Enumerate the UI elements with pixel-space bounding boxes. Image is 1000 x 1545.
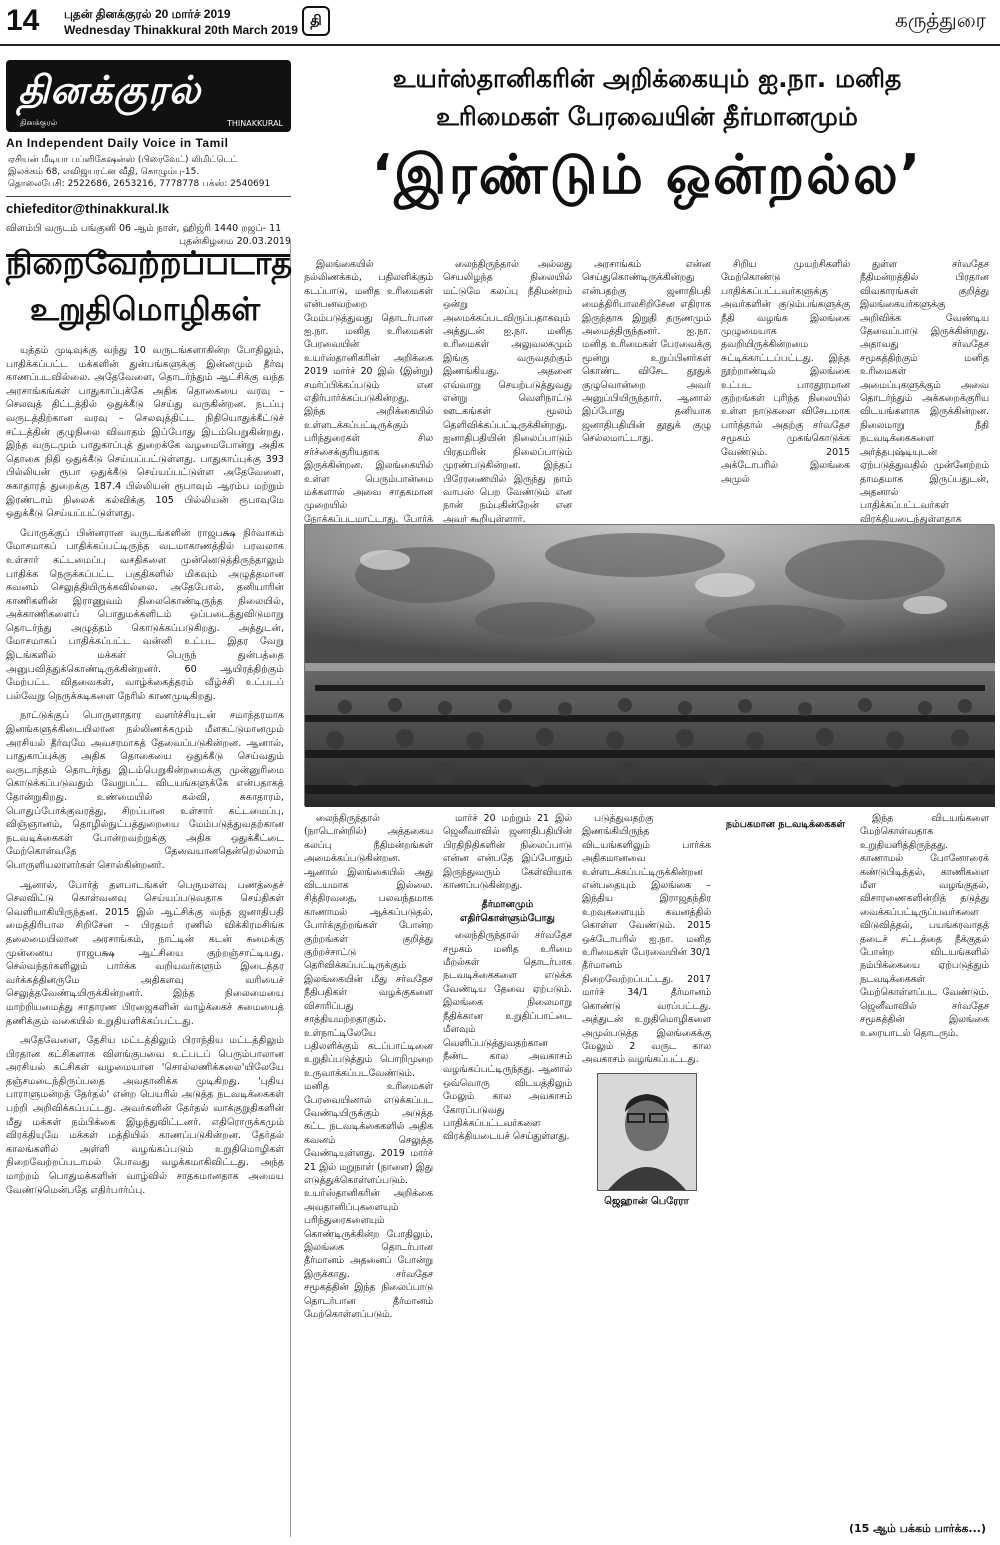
article-columns-top bbox=[304, 258, 994, 525]
editorial-paragraph: அதேவேளை, தேசிய மட்டத்திலும் பிராந்திய மட்டத்திலும் பிரதான கட்சிகளாக விளங்குபவை உட்படப் பெரும்பாலான அரசியல் கட்சிகள் வழமையான 'சொல்லணிக்கலை'யிலேயே தஞ்சமடைந்திருப்பதை அவதானிக்க முடிகிறது. 'புதிய பாராளுமன்றத் தேர்தல்' என்ற பெயரில் அடுத்த நடவடிக்கைகள் பற்றி அறிவிக்கப்பட்டது. அவர்களின் தேர்தல் வாக்குறுதிகளின் மீது மக்கள் நம்பிக்கை இழந்துவிட்டனர். எதிரொருக்கமும் விரக்தியுமே மக்கள் மத்தியில் காணப்படுகின்றன. தேர்தல் காலங்களில் அள்ளி வழங்கப்படும் உறுதிமொழிகள் நிறைவேற்றப்படாமல் போவது வழக்கமாகிவிட்டது. அந்த மாற்றம் பொதுமக்களின் வாழ்வில் சாதகமானதாக அமைய வேண்டுமென்பதே எதிர்பார்ப்பு. bbox=[6, 1035, 284, 1196]
article-paragraph: லைந்திருந்தால் அல்லது செயலிழந்த நிலையில் மட்டுமே கலப்பு நீதிமன்றம் ஒன்று அமைக்கப்படவிருப்பதாகவும் அத்துடன் ஐ.நா. மனித உரிமைகள் அலுவலகமும் இங்கு வருவதற்கும் இணங்கியது. அதனை எவ்வாறு செயற்படுத்துவது என்று வெளிநாட்டு ஊடகங்கள் மூலம் தெளிவிக்கப்பட்டிருக்கின்றது. ஐனாதிபதியின் நிலைப்பாடும் பிரதமரின் நிலைப்பாடும் முரண்படுகின்றன. இந்தப் பிரேரணையில் இருந்து நாம் வாபஸ் பெற வேண்டும் என நான் நம்புகின்றேன் என அவர் கூறியுள்ளார். bbox=[443, 259, 572, 525]
article-column bbox=[443, 258, 572, 525]
article-columns-bottom bbox=[304, 812, 994, 1537]
article-paragraph: லைந்திருந்தால் சர்வதேச சமூகம் மனித உரிமை மீறல்கள் தொடர்பாக நடவடிக்கைகளை எடுக்க வேண்டிய தேவை ஏற்படும். இலங்கை நிலைமாறு நீதிக்கான உறுதிப்பாட்டை மீளவும் வெளிப்படுத்துவதற்கான நீண்ட கால அவகாசம் வழங்கப்பட்டிருந்தது. ஆனால் ஒவ்வொரு விடயத்திலும் மேலும் கால அவகாசம் கோரப்படுவது பாதிக்கப்பட்டவர்களை விரக்தியடையச் செய்துள்ளது. bbox=[443, 930, 572, 1143]
editorial bbox=[6, 240, 291, 1537]
editorial-title-line: உறுதிமொழிகள் bbox=[29, 290, 261, 328]
subhead-line: எதிர்கொள்ளும்போது bbox=[459, 912, 555, 924]
date-tamil: புதன் தினக்குரல் 20 மார்ச் 2019 bbox=[64, 7, 231, 21]
author-block bbox=[582, 1073, 711, 1208]
date-block bbox=[64, 6, 298, 38]
logo-text: தினக்குரல் bbox=[18, 68, 202, 112]
article-column bbox=[582, 812, 711, 1537]
article-column bbox=[860, 812, 989, 1537]
un-council-photo bbox=[304, 524, 994, 806]
article-column bbox=[860, 258, 989, 525]
calendar-line: புதன்கிழமை 20.03.2019 bbox=[179, 236, 291, 247]
article-paragraph: படுத்துவதற்கு இணங்கியிருந்த விடயங்களிலும் பார்க்க அதிகமானவை உள்ளடக்கப்பட்டிருக்கின்றன என்பதையும் இலங்கை – இந்திய இராஜதந்திர உறவுகளையும் கவனத்தில் கொள்ள வேண்டும். 2015 ஒக்டோபரில் ஐ.நா. மனித உரிமைகள் பேரவையின் 30/1 தீர்மானம் நிறைவேற்றப்பட்டது. 2017 மார்ச் 34/1 தீர்மானம் கொண்டு வரப்பட்டது. அத்துடன் உறுதிமொழிகளை அமுல்படுத்த இலங்கைக்கு மேலும் 2 வருட கால அவகாசம் வழங்கப்பட்டது. bbox=[582, 813, 711, 1066]
article-paragraph: இந்த விடயங்களை மேற்கொள்வதாக உறுதியளித்திருந்தது. காணாமல் போனோரைக் கண்டுபிடித்தல், காணிகளை மீள வழங்குதல், விசாரணைகளின்றித் தடுத்து வைக்கப்பட்டிருப்பவர்களை விடுவித்தல், பயங்கரவாதத் தடைச் சட்டத்தை நீக்குதல் போன்ற விடயங்களில் நம்பிக்கையை ஏற்படுத்தும் நடவடிக்கைகள் மேற்கொள்ளப்பட வேண்டும். ஜெனீவாவில் சர்வதேச சமூகத்தின் இலங்கை உரையாடல் தொடரும். bbox=[860, 813, 989, 1039]
editorial-paragraph: ஆனால், போர்த் தளபாடங்கள் பெருமளவு பணத்தைச் செலவிட்டு கொள்வனவு செய்யப்படுவதாக செய்திகள் வெளியாகியிருந்தன. 2015 இல் ஆட்சிக்கு வந்த ஜனாதிபதி மைத்திரிபால சிறிசேன – பிரதமர் ரணில் விக்கிரமசிங்க தலைமையிலான அரசாங்கம், நாட்டின் கடன் சுமைக்கு முன்னைய ராஜபக்ஷ ஆட்சியை குற்றஞ்சாட்டியது. செல்வந்தர்களிலும் பார்க்க வறியவர்களும் இடைத்தர வர்க்கத்தினருமே அதிகளவு வரியைச் செலுத்தவேண்டியிருக்கின்றனர். இந்த நிலைமையை மாற்றியமைத்து சாதாரண பிரஜைகளின் வாழ்க்கைச் சுமையைத் தணிக்கும் வகையில் உறுதியளிக்கப்பட்டது. bbox=[6, 879, 284, 1027]
logo-english-text: THINAKKURAL bbox=[226, 119, 283, 128]
article-paragraph: அரசாங்கம் என்ன செய்துகொண்டிருக்கின்றது என்பதற்கு ஜனாதிபதி மைத்திரிபாலசிறிசேன எதிராக இருந்தாக இறுதி தருணமும் அமைத்திருந்தனர். ஐ.நா. மனித உரிமைகள் பேரவைக்கு மூன்று உறுப்பினர்கள் கொண்ட விசேட தூதுக் குழுவொன்றை அவர் அனுப்பியிருந்தார். ஆனால் இப்போது தனியாக ஜனாதிபதியின் தூதுக் குழு செல்லமாட்டாது. bbox=[582, 259, 711, 445]
assembly-hall-image bbox=[305, 525, 995, 807]
editorial-paragraph: போருக்குப் பின்னரான வருடங்களின் ராஜபக்ஷ நிர்வாகம் மோசமாகப் பாதிக்கப்பட்டிருந்த வடமாகாணத்தில் பரவலாக உள்சார் கட்டமைப்பு வசதிகளை முன்னெடுத்திருந்தாலும் பாதிக்க நெருக்கப்பட்ட பகுதிகளில் மிகவும் அழுத்தமான கவனம் செலுத்தியிருக்கவில்லை. அதேபோல், தனியாரின் காணிகளின் இராணுவம் நிலைகொண்டிருந்த நிலையில், அக்காணிகளைப் பொதுமக்களிடம் ஒப்படைத்துவிடுமாறு தொடர்ந்து அழுத்தம் கொடுக்கப்படுகிறது. அத்துடன், மோசமாகப் பாதிக்கப்பட்ட வன்னி உட்பட இதர வேறு இடங்களில் மக்கள் பெருந் துன்பத்தை அனுபவித்துக்கொண்டிருக்கின்றனர். 60 ஆயிரத்திற்கும் மேற்பட்ட விதவைகள், வாழ்க்கைத்தரம் வீழ்ச்சி உட்படப் பல்வேறு நெருக்கடிகளை நேரில் காணமுடிகிறது. bbox=[6, 527, 284, 702]
editorial-paragraph: நாட்டுக்குப் பொருளாதார வளர்ச்சியுடன் சமாந்தரமாக இனங்களுக்கிடையிலான நல்லிணக்கமும் மீளகட்டுமானமும் அரசியல் தீர்வுமே அவசரமாகத் தேவைப்படுகின்றன. ஆனால், பாதுகாப்புக்கு அதிக தொகையை ஒதுக்கீடு செய்வதும் வருடாந்தம் தொடர்ந்து இடம்பெறுகின்றமைக்கு முன்னுரிமை கொடுக்கப்படுவதும் வேறுபட்ட விடயங்களுக்கே என்பதாகத் தோன்றுகிறது. உண்மையில் கல்வி, சுகாதாரம், பொதுப்போக்குவரத்து, சிறப்பான உள்சார் கட்டமைப்பு, விஞ்ஞானம், தொழில்நுட்பத்துறையை மேம்படுத்துவதற்கான நடவடிக்கைகள் போன்றவற்றுக்கு அதிக ஒதுக்கீட்டை மேற்கொள்வதே தேவையானதென்றெல்லாம் பொருளியலாளர்கள் சொல்கின்றனர். bbox=[6, 710, 284, 871]
publisher-line: இலக்கம் 68, எவிஜயரட்ன வீதி, கொழும்பு-15. bbox=[8, 167, 200, 177]
article-column bbox=[721, 258, 850, 520]
date-english: Wednesday Thinakkural 20th March 2019 bbox=[64, 23, 298, 37]
tagline: An Independent Daily Voice in Tamil bbox=[6, 136, 229, 150]
article-subhead bbox=[443, 898, 572, 925]
editor-email-link[interactable]: chiefeditor@thinakkural.lk bbox=[6, 196, 291, 216]
article-paragraph: சிறிய முயற்சிகளில் மேற்கொண்டு பாதிக்கப்பட்டவர்களுக்கு அவர்களின் குடும்பங்களுக்கு நீதி வழங்க இலங்கை முழுமையாக தவறியிருக்கின்றமை சுட்டிக்காட்டப்பட்டது. இந்த நூற்றாண்டில் இலங்கை உட்பட பாரதூரமான குற்றங்கள் புரிந்த நிலையில் உள்ள நாடுகளை விசேடமாக பார்த்தால் அதற்கு சர்வதேச சமூகம் முகங்கொடுக்க வேண்டும். 2015 அக்டோபரில் இலங்கை அமுல் bbox=[721, 259, 850, 485]
article-paragraph: துள்ள சர்வதேச நீதிமன்றத்தில் பிரதான விவகாரங்கள் குறித்து இலங்கையர்களுக்கு அறிவிக்க வேண்டிய தேவைப்பாடு இருக்கின்றது. அதாவது சர்வதேச சமூகத்திற்கும் மனித உரிமைகள் அமைப்புகளுக்கும் அவை தொடர்ந்தும் அக்கறைக்குரிய விடயங்களாக இருக்கின்றன. நிலைமாறு நீதி நடவடிக்கைகளை அர்த்தபுஷ்டியுடன் ஏற்படுத்துவதில் முன்னேற்றம் தாமதமாக இருப்பதுடன், அதனால் பாதிக்கப்பட்டவர்கள் விரக்தியடைந்துள்ளதாக bbox=[860, 259, 989, 525]
section-label: கருத்துரை bbox=[895, 8, 986, 32]
logo-small-text: தினக்குரல் bbox=[20, 118, 58, 127]
masthead bbox=[6, 60, 291, 257]
headline-main: ‘இரண்டும் ஒன்றல்ல’ bbox=[371, 143, 923, 206]
newspaper-logo bbox=[6, 60, 291, 132]
publisher-line: தொலைபேசி: 2522686, 2653216, 7778778 பக்ஸ்: 2540691 bbox=[8, 179, 271, 189]
author-name: ஜெஹான் பெரேரா bbox=[604, 1195, 689, 1207]
page-number: 14 bbox=[6, 4, 40, 37]
author-portrait-image bbox=[598, 1074, 696, 1190]
newspaper-emblem-icon: தி bbox=[302, 6, 330, 36]
editorial-title bbox=[6, 240, 293, 332]
article-subhead: நம்பகமான நடவடிக்கைகள் bbox=[725, 819, 846, 830]
editorial-title-line: நிறைவேற்றப்படாத bbox=[6, 244, 293, 282]
article-column bbox=[582, 258, 711, 520]
article-column bbox=[304, 812, 433, 1537]
article-column bbox=[304, 258, 433, 525]
article-paragraph: இலங்கையில் நல்லிணக்கம், பதிலளிக்கும் கடப்பாடு, மனித உரிமைகள் என்பனவற்றை மேம்படுத்துவது தொடர்பான ஐ.நா. மனித உரிமைகள் பேரவையின் உயர்ஸ்தானிகரின் அறிக்கை 2019 மார்ச் 20 இல் (இன்று) சமர்ப்பிக்கப்படும் என எதிர்பார்க்கப்படுகின்றது. இந்த அறிக்கையில் உள்ளடக்கப்பட்டிருக்கும் பரிந்துரைகள் சில சர்ச்சைக்குரியதாக இருக்கின்றன. இலங்கையில் உள்ள பெரும்பான்மை மக்களால் அவை சாதகமான முறையில் நோக்கப்படமாட்டாது. போர்க் bbox=[304, 259, 433, 525]
headline-line: உயர்ஸ்தானிகரின் அறிக்கையும் ஐ.நா. மனித bbox=[392, 64, 902, 93]
page-header-strip bbox=[0, 0, 1000, 46]
article-headline bbox=[300, 60, 994, 214]
editorial-paragraph: யுத்தம் முடிவுக்கு வந்து 10 வருடங்களாகின்ற போதிலும், பாதிக்கப்பட்ட மக்களின் துன்பங்களுக்கு இன்னமும் தீர்வு காணப்படவில்லை. அதேவேளை, தொடர்ந்தும் ஆட்சிக்கு வந்த அரசாங்கங்கள் பாதுகாப்புக்கே அதிக தொகையை வரவு – செலவுத் திட்டத்தில் ஒதுக்கீடு செய்து வருகின்றன. நடப்பு வருடத்திற்கான வரவு – செலவுத்திட்ட நிதியொதுக்கீட்டுச் சட்டத்தின் குழுநிலை விவாதம் இப்போது இடம்பெறுகின்றது. இந்த வருடமும் பாதுகாப்புத் துறைக்கே வழமைபோன்று அதிக தொகை நிதி ஒதுக்கீடு செய்யப்பட்டுள்ளது. பாதுகாப்புக்கு 393 பில்லியன் ரூபா ஒதுக்கீடு செய்யப்பட்டுள்ள அதேவேளை, சுகாதாரத் துறைக்கு 187.4 பில்லியன் ரூபாவும் ஆரம்ப மற்றும் இரண்டாம் நிலைக் கல்விக்கு 105 பில்லியன் ரூபாவுமே ஒதுக்கீடு செய்யப்பட்டுள்ளது. bbox=[6, 345, 284, 520]
continued-link[interactable]: (15 ஆம் பக்கம் பார்க்க...) bbox=[848, 1522, 986, 1535]
article-column bbox=[443, 812, 572, 1537]
article-column bbox=[721, 812, 850, 1537]
subhead-line: தீர்மானமும் bbox=[481, 899, 534, 911]
headline-line: உரிமைகள் பேரவையின் தீர்மானமும் bbox=[436, 102, 858, 131]
article-paragraph: லைந்திருந்தால் (நாடொன்றில்) அத்தகைய கலப்பு நீதிமன்றங்கள் அமைக்கப்படுகின்றன. ஆனால் இலங்கையில் அது விடயமாக இல்லை. சித்திரவதை, பலவந்தமாக காணாமல் ஆக்கப்படுதல், போர்க்குற்றங்கள் போன்ற குற்றங்கள் குறித்து குற்றச்சாட்டு தெரிவிக்கப்பட்டிருக்கும் இலங்கையின் மீது சர்வதேச நீதிபதிகள் வழக்குகளை விசாரிப்பது சாத்தியமற்றதாகும். உள்நாட்டிலேயே பதிலளிக்கும் கடப்பாட்டினை உறுதிப்படுத்தும் பொறிமுறை உருவாக்கப்படவேண்டும். மனித உரிமைகள் பேரவையினால் எடுக்கப்பட வேண்டியிருக்கும் அடுத்த கட்ட நடவடிக்கைகளில் அதிக கவனம் செலுத்த வேண்டியுள்ளது. 2019 மார்ச் 21 இல் மறுநாள் (நாளை) இது எடுத்துக்கொள்ளப்படும். உயர்ஸ்தானிகரின் அறிக்கை அவதானிப்புகளையும் பரிந்துரைகளையும் கொண்டிருக்கின்ற போதிலும், இலங்கை தொடர்பான தீர்மானம் அதனைப் போன்று இருக்காது. சர்வதேச சமூகத்தின் இந்த நிலைப்பாடு தொடர்பான தீர்மானம் மேற்கொள்ளப்படும். bbox=[304, 813, 433, 1321]
calendar-line: விளம்பி வருடம் பங்குனி 06 ஆம் நாள், ஹிஜ்ரி 1440 றஜப்- 11 bbox=[6, 223, 282, 234]
article-paragraph: மார்ச் 20 மற்றும் 21 இல் ஜெனீவாவில் ஜனாதிபதியின் பிரதிநிதிகளின் நிலைப்பாடு என்ன என்பதே இப்போதும் இருந்துவரும் கேள்வியாக காணப்படுகின்றது. bbox=[443, 813, 572, 892]
author-photo bbox=[597, 1073, 697, 1191]
publisher-info bbox=[6, 154, 291, 190]
publisher-line: ஏசியன் மீடியா பப்ளிகேஷன்ஸ் (பிரைவேட்) லிமிட்டெட் bbox=[8, 155, 238, 165]
